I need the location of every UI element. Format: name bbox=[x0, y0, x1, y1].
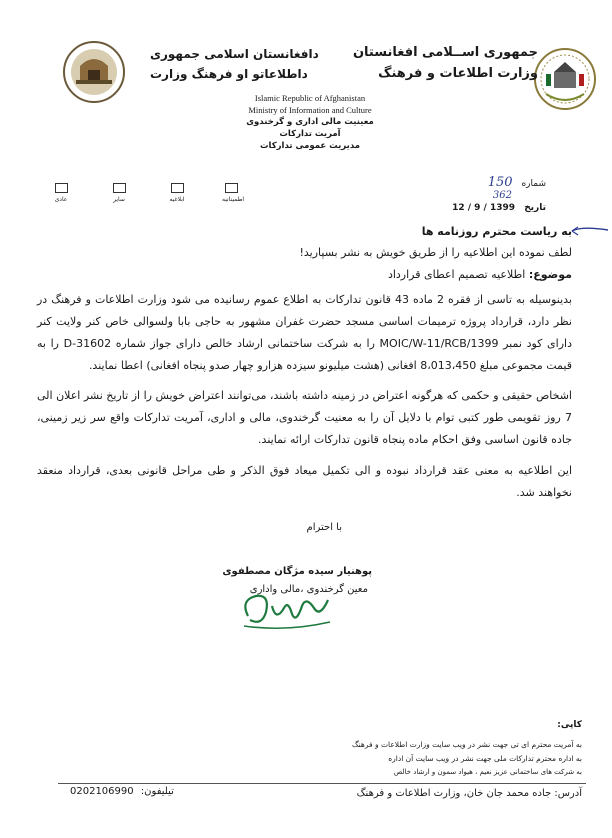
number-value: 150 bbox=[487, 175, 513, 190]
number-row bbox=[452, 176, 546, 191]
request-line: لطف نموده این اطلاعیه را از طریق خویش به نشر بسپارید! bbox=[299, 246, 572, 259]
header-center-en2: Ministry of Information and Culture bbox=[248, 105, 372, 115]
footer-phone-number: 0202106990 bbox=[70, 786, 134, 797]
header-left-line2: داطلاعاتو او فرهنگ وزارت bbox=[150, 67, 308, 81]
subject-label: موضوع: bbox=[528, 268, 572, 281]
checkbox-normal[interactable] bbox=[52, 183, 70, 203]
checkbox-other[interactable] bbox=[110, 183, 128, 203]
ministry-seal-icon bbox=[62, 40, 126, 104]
footer-divider bbox=[58, 783, 586, 784]
number-sub: 362 bbox=[492, 190, 512, 201]
date-value: 1399 / 9 / 12 bbox=[452, 203, 516, 213]
paragraph-2: اشخاص حقیقی و حکمی که هرگونه اعتراض در زمینه داشته باشند، می‌توانند اعتراض خویش را از تاریخ نشر اعلان الی 7 روز تقویمی طور کتبی توام با دلایل آن را به معنیت گرخندوی، مالی و اداری، آمریت تدارکات واقع سر زیر زمینی، جاده قانون اساسی وفق احکام ماده پنجاه قانون تدارکات ارائه نمایند. bbox=[37, 389, 572, 446]
checkbox-label: سایر bbox=[113, 196, 125, 203]
header-right-block bbox=[353, 42, 538, 84]
footer-address: آدرس: جاده محمد جان خان، وزارت اطلاعات و فرهنگ bbox=[356, 788, 582, 799]
signer-name: پوهنیار سیده مژگان مصطفوی bbox=[222, 566, 372, 577]
checkbox-assurance[interactable] bbox=[222, 183, 245, 203]
checkbox-box bbox=[113, 183, 126, 193]
header-right-line1: جمهوری اســلامی افغانستان bbox=[352, 45, 538, 60]
signature-icon bbox=[236, 586, 336, 632]
date-row bbox=[452, 201, 546, 215]
afghanistan-emblem-icon bbox=[532, 46, 598, 112]
header-left-block bbox=[150, 44, 319, 84]
cc-line-1: به آمریت محترم ای تی جهت نشر در ویب سایت وزارت اطلاعات و فرهنگ bbox=[351, 740, 582, 749]
header-center-fa2: آمریت تدارکات bbox=[279, 129, 341, 139]
arrow-mark-icon bbox=[570, 222, 610, 240]
date-label: تاریخ bbox=[524, 203, 546, 213]
checkbox-box bbox=[225, 183, 238, 193]
checkbox-notice[interactable] bbox=[168, 183, 186, 203]
checkbox-label: عادی bbox=[54, 196, 68, 203]
header-center-fa3: مدیریت عمومی تدارکات bbox=[259, 141, 361, 151]
checkbox-label: ابلاغیه bbox=[169, 196, 185, 203]
cc-label: کاپی: bbox=[557, 720, 582, 730]
subject-line bbox=[37, 268, 572, 281]
paragraph-1: بدینوسیله به تاسی از فقره 2 ماده 43 قانون تدارکات به اطلاع عموم رسانیده می شود وزارت اطلاعات و فرهنگ در نظر دارد، قرارداد پروژه ترمیمات اساسی مسجد حضرت غفران مشهور به حاجی بابا ولسوالی خاص کنر ولایت کنر دارای کود نمبر MOIC/W-11/RCB/1399 را به شرکت ساختمانی ارشاد خالص دارای جواز شماره D-31602 را به قیمت مجموعی مبلغ 8،013،450 افغانی (هشت میلیونو سیزده هزارو چهار صدو پنجاه افغانی) اعطا نمایند. bbox=[37, 293, 572, 372]
subject-text: اطلاعیه تصمیم اعطای قرارداد bbox=[387, 268, 526, 281]
checkbox-label: اطمینانیه bbox=[222, 196, 245, 203]
checkbox-box bbox=[55, 183, 68, 193]
closing: با احترام bbox=[306, 522, 342, 533]
header-center-fa1: معینیت مالی اداری و گرخندوی bbox=[246, 117, 374, 127]
paragraph-3: این اطلاعیه به معنی عقد قرارداد نبوده و الی تکمیل میعاد فوق الذکر و طی مراحل قانونی بعدی، قرارداد منعقد نخواهند شد. bbox=[37, 464, 572, 499]
cc-line-2: به اداره محترم تدارکات ملی جهت نشر در ویب سایت آن اداره bbox=[388, 754, 582, 763]
footer-phone-label: تیلیفون: bbox=[140, 786, 174, 797]
header-right-line2: وزارت اطلاعات و فرهنگ bbox=[378, 66, 538, 81]
signer-title: معین گرخندوی ،مالی واداری bbox=[249, 584, 368, 595]
number-date-block bbox=[452, 176, 546, 215]
checkbox-box bbox=[171, 183, 184, 193]
header-left-line1: دافغانستان اسلامی جمهوری bbox=[150, 47, 319, 61]
header-center-en1: Islamic Republic of Afghanistan bbox=[254, 93, 366, 103]
addressee: به ریاست محترم روزنامه ها bbox=[421, 225, 572, 238]
number-label: شماره bbox=[521, 179, 546, 189]
footer-phone bbox=[70, 786, 174, 797]
cc-line-3: به شرکت های ساختمانی عزیز نعیم ، هیواد سمون و ارشاد خالص bbox=[393, 768, 582, 776]
header-center-block bbox=[205, 92, 415, 152]
